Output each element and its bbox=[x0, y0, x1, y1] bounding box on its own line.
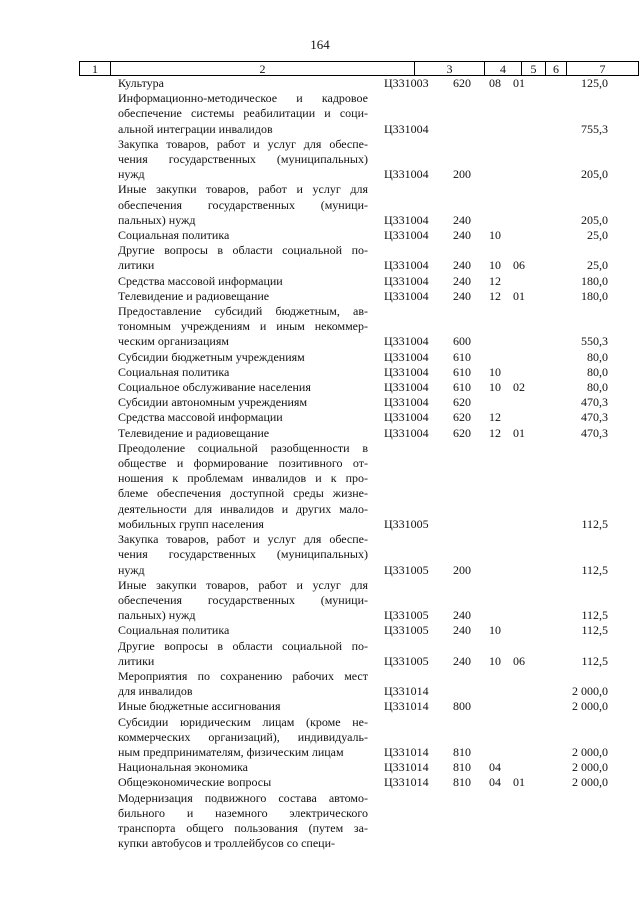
row-name-line: Закупка товаров, работ и услуг для обеспе- bbox=[118, 136, 368, 151]
table-row bbox=[0, 243, 640, 273]
amount: 80,0 bbox=[587, 364, 608, 379]
section-code: 12 bbox=[489, 273, 501, 288]
row-name-line: Иные закупки товаров, работ и услуг для bbox=[118, 182, 368, 197]
row-name bbox=[118, 228, 368, 243]
row-name-line: Социальная политика bbox=[118, 623, 230, 638]
row-name-line: нужд bbox=[118, 167, 145, 182]
target-article-code: Ц331014 bbox=[384, 760, 429, 775]
target-article-code: Ц331004 bbox=[384, 349, 429, 364]
expense-type-code: 240 bbox=[453, 228, 471, 243]
row-name-line: транспорта общего пользования (путем за- bbox=[118, 820, 368, 835]
column-header-row bbox=[79, 61, 639, 76]
expense-type-code: 240 bbox=[453, 212, 471, 227]
row-name bbox=[118, 791, 368, 852]
section-code: 10 bbox=[489, 364, 501, 379]
row-name-line: чения государственных (муниципальных) bbox=[118, 152, 368, 167]
target-article-code: Ц331005 bbox=[384, 608, 429, 623]
amount: 470,3 bbox=[581, 425, 608, 440]
row-name-line: чения государственных (муниципальных) bbox=[118, 547, 368, 562]
row-name bbox=[118, 715, 368, 761]
target-article-code: Ц331004 bbox=[384, 364, 429, 379]
row-name-line: Культура bbox=[118, 76, 164, 90]
expense-type-code: 610 bbox=[453, 349, 471, 364]
row-name-line: ношения к проблемам инвалидов и к про- bbox=[118, 471, 368, 486]
amount: 470,3 bbox=[581, 395, 608, 410]
row-name bbox=[118, 274, 368, 289]
section-code: 10 bbox=[489, 653, 501, 668]
amount: 125,0 bbox=[581, 76, 608, 90]
amount: 2 000,0 bbox=[572, 684, 608, 699]
section-code: 04 bbox=[489, 760, 501, 775]
row-name bbox=[118, 289, 368, 304]
target-article-code: Ц331004 bbox=[384, 395, 429, 410]
budget-table-body bbox=[0, 76, 640, 851]
row-name-line: ным предпринимателям, физическим лицам bbox=[118, 744, 344, 759]
row-name bbox=[118, 775, 368, 790]
table-row bbox=[0, 274, 640, 289]
row-name bbox=[118, 91, 368, 137]
column-header-5: 5 bbox=[522, 62, 546, 76]
table-row bbox=[0, 365, 640, 380]
row-name-line: литики bbox=[118, 653, 155, 668]
row-name-line: пальных) нужд bbox=[118, 608, 196, 623]
section-code: 12 bbox=[489, 425, 501, 440]
row-name bbox=[118, 532, 368, 578]
target-article-code: Ц331004 bbox=[384, 212, 429, 227]
subsection-code: 06 bbox=[513, 258, 525, 273]
target-article-code: Ц331014 bbox=[384, 775, 429, 790]
section-code: 10 bbox=[489, 258, 501, 273]
table-row bbox=[0, 76, 640, 91]
target-article-code: Ц331004 bbox=[384, 410, 429, 425]
table-row bbox=[0, 426, 640, 441]
row-name-line: Другие вопросы в области социальной по- bbox=[118, 243, 368, 258]
amount: 80,0 bbox=[587, 380, 608, 395]
amount: 2 000,0 bbox=[572, 744, 608, 759]
expense-type-code: 610 bbox=[453, 380, 471, 395]
row-name bbox=[118, 760, 368, 775]
subsection-code: 02 bbox=[513, 380, 525, 395]
table-row bbox=[0, 182, 640, 228]
amount: 755,3 bbox=[581, 121, 608, 136]
row-name bbox=[118, 380, 368, 395]
expense-type-code: 240 bbox=[453, 653, 471, 668]
target-article-code: Ц331004 bbox=[384, 258, 429, 273]
row-name-line: тономным учреждениям и иным некоммер- bbox=[118, 319, 368, 334]
expense-type-code: 200 bbox=[453, 167, 471, 182]
row-name-line: Телевидение и радиовещание bbox=[118, 288, 270, 303]
target-article-code: Ц331014 bbox=[384, 699, 429, 714]
amount: 180,0 bbox=[581, 273, 608, 288]
row-name-line: Иные бюджетные ассигнования bbox=[118, 699, 281, 714]
row-name bbox=[118, 441, 368, 532]
row-name-line: коммерческих организаций), индивидуаль- bbox=[118, 729, 368, 744]
expense-type-code: 810 bbox=[453, 775, 471, 790]
row-name-line: Мероприятия по сохранению рабочих мест bbox=[118, 668, 368, 683]
target-article-code: Ц331003 bbox=[384, 76, 429, 90]
amount: 2 000,0 bbox=[572, 760, 608, 775]
row-name bbox=[118, 699, 368, 714]
amount: 25,0 bbox=[587, 228, 608, 243]
page-number: 164 bbox=[310, 37, 330, 52]
section-code: 10 bbox=[489, 623, 501, 638]
amount: 470,3 bbox=[581, 410, 608, 425]
column-header-4: 4 bbox=[485, 62, 522, 76]
row-name-line: Общеэкономические вопросы bbox=[118, 775, 272, 790]
section-code: 12 bbox=[489, 288, 501, 303]
row-name-line: обеспечения государственных (муници- bbox=[118, 197, 368, 212]
row-name bbox=[118, 76, 368, 91]
amount: 112,5 bbox=[581, 623, 608, 638]
row-name-line: пальных) нужд bbox=[118, 212, 196, 227]
expense-type-code: 620 bbox=[453, 410, 471, 425]
row-name-line: Предоставление субсидий бюджетным, ав- bbox=[118, 304, 368, 319]
target-article-code: Ц331005 bbox=[384, 653, 429, 668]
target-article-code: Ц331004 bbox=[384, 380, 429, 395]
row-name-line: Социальное обслуживание населения bbox=[118, 380, 311, 395]
row-name bbox=[118, 365, 368, 380]
expense-type-code: 620 bbox=[453, 76, 471, 90]
table-row bbox=[0, 137, 640, 183]
row-name-line: Информационно-методическое и кадровое bbox=[118, 91, 368, 106]
row-name-line: мобильных групп населения bbox=[118, 516, 264, 531]
expense-type-code: 810 bbox=[453, 744, 471, 759]
table-row bbox=[0, 289, 640, 304]
section-code: 10 bbox=[489, 228, 501, 243]
amount: 205,0 bbox=[581, 167, 608, 182]
subsection-code: 01 bbox=[513, 775, 525, 790]
amount: 550,3 bbox=[581, 334, 608, 349]
row-name-line: обществе и формирование позитивного от- bbox=[118, 456, 368, 471]
expense-type-code: 240 bbox=[453, 273, 471, 288]
row-name-line: ческим организациям bbox=[118, 334, 229, 349]
table-row bbox=[0, 304, 640, 350]
target-article-code: Ц331004 bbox=[384, 425, 429, 440]
subsection-code: 01 bbox=[513, 425, 525, 440]
row-name bbox=[118, 350, 368, 365]
table-row bbox=[0, 760, 640, 775]
target-article-code: Ц331005 bbox=[384, 562, 429, 577]
column-header-6: 6 bbox=[546, 62, 567, 76]
row-name-line: нужд bbox=[118, 562, 145, 577]
target-article-code: Ц331004 bbox=[384, 334, 429, 349]
row-name-line: деятельности для инвалидов и других мало- bbox=[118, 501, 368, 516]
section-code: 04 bbox=[489, 775, 501, 790]
amount: 205,0 bbox=[581, 212, 608, 227]
row-name bbox=[118, 639, 368, 669]
row-name-line: Субсидии юридическим лицам (кроме не- bbox=[118, 714, 368, 729]
column-header-1: 1 bbox=[80, 62, 111, 76]
row-name-line: Другие вопросы в области социальной по- bbox=[118, 638, 368, 653]
target-article-code: Ц331005 bbox=[384, 623, 429, 638]
table-row bbox=[0, 623, 640, 638]
row-name-line: Национальная экономика bbox=[118, 760, 248, 775]
row-name-line: Социальная политика bbox=[118, 364, 230, 379]
target-article-code: Ц331005 bbox=[384, 516, 429, 531]
row-name-line: Социальная политика bbox=[118, 228, 230, 243]
expense-type-code: 240 bbox=[453, 288, 471, 303]
table-row bbox=[0, 228, 640, 243]
amount: 2 000,0 bbox=[572, 775, 608, 790]
row-name bbox=[118, 137, 368, 183]
subsection-code: 01 bbox=[513, 288, 525, 303]
table-row bbox=[0, 441, 640, 532]
row-name bbox=[118, 395, 368, 410]
row-name bbox=[118, 623, 368, 638]
table-row bbox=[0, 775, 640, 790]
expense-type-code: 600 bbox=[453, 334, 471, 349]
table-row bbox=[0, 380, 640, 395]
target-article-code: Ц331004 bbox=[384, 288, 429, 303]
expense-type-code: 810 bbox=[453, 760, 471, 775]
table-row bbox=[0, 699, 640, 714]
row-name-line: Средства массовой информации bbox=[118, 410, 283, 425]
amount: 25,0 bbox=[587, 258, 608, 273]
amount: 112,5 bbox=[581, 562, 608, 577]
expense-type-code: 610 bbox=[453, 364, 471, 379]
table-row bbox=[0, 91, 640, 137]
row-name bbox=[118, 182, 368, 228]
expense-type-code: 620 bbox=[453, 425, 471, 440]
table-row bbox=[0, 350, 640, 365]
expense-type-code: 200 bbox=[453, 562, 471, 577]
table-row bbox=[0, 639, 640, 669]
row-name-line: Закупка товаров, работ и услуг для обеспе- bbox=[118, 532, 368, 547]
column-header-2: 2 bbox=[111, 62, 415, 76]
expense-type-code: 240 bbox=[453, 623, 471, 638]
row-name-line: альной интеграции инвалидов bbox=[118, 121, 273, 136]
table-row bbox=[0, 578, 640, 624]
row-name-line: блеме обеспечения доступной среды жизне- bbox=[118, 486, 368, 501]
row-name-line: купки автобусов и троллейбусов со специ- bbox=[118, 836, 336, 851]
row-name bbox=[118, 410, 368, 425]
column-header-7: 7 bbox=[567, 62, 639, 76]
target-article-code: Ц331014 bbox=[384, 684, 429, 699]
amount: 112,5 bbox=[581, 608, 608, 623]
subsection-code: 01 bbox=[513, 76, 525, 90]
row-name-line: Средства массовой информации bbox=[118, 273, 283, 288]
row-name bbox=[118, 669, 368, 699]
row-name-line: литики bbox=[118, 258, 155, 273]
row-name-line: Субсидии бюджетным учреждениям bbox=[118, 349, 305, 364]
row-name bbox=[118, 304, 368, 350]
target-article-code: Ц331004 bbox=[384, 273, 429, 288]
amount: 112,5 bbox=[581, 516, 608, 531]
row-name bbox=[118, 426, 368, 441]
section-code: 12 bbox=[489, 410, 501, 425]
row-name-line: Преодоление социальной разобщенности в bbox=[118, 440, 368, 455]
table-row bbox=[0, 715, 640, 761]
row-name-line: Телевидение и радиовещание bbox=[118, 425, 270, 440]
amount: 112,5 bbox=[581, 653, 608, 668]
row-name-line: обеспечение системы реабилитации и соци- bbox=[118, 106, 368, 121]
section-code: 10 bbox=[489, 380, 501, 395]
row-name-line: Иные закупки товаров, работ и услуг для bbox=[118, 577, 368, 592]
row-name-line: обеспечения государственных (муници- bbox=[118, 592, 368, 607]
amount: 180,0 bbox=[581, 288, 608, 303]
table-row bbox=[0, 395, 640, 410]
row-name bbox=[118, 243, 368, 273]
expense-type-code: 240 bbox=[453, 258, 471, 273]
expense-type-code: 240 bbox=[453, 608, 471, 623]
target-article-code: Ц331014 bbox=[384, 744, 429, 759]
row-name-line: для инвалидов bbox=[118, 684, 193, 699]
row-name-line: Модернизация подвижного состава автомо- bbox=[118, 790, 368, 805]
section-code: 08 bbox=[489, 76, 501, 90]
table-row bbox=[0, 532, 640, 578]
row-name bbox=[118, 578, 368, 624]
expense-type-code: 620 bbox=[453, 395, 471, 410]
subsection-code: 06 bbox=[513, 653, 525, 668]
target-article-code: Ц331004 bbox=[384, 121, 429, 136]
amount: 2 000,0 bbox=[572, 699, 608, 714]
row-name-line: Субсидии автономным учреждениям bbox=[118, 395, 308, 410]
row-name-line: бильного и наземного электрического bbox=[118, 805, 368, 820]
target-article-code: Ц331004 bbox=[384, 228, 429, 243]
table-row bbox=[0, 669, 640, 699]
expense-type-code: 800 bbox=[453, 699, 471, 714]
amount: 80,0 bbox=[587, 349, 608, 364]
target-article-code: Ц331004 bbox=[384, 167, 429, 182]
column-header-3: 3 bbox=[415, 62, 485, 76]
table-row bbox=[0, 791, 640, 852]
table-row bbox=[0, 410, 640, 425]
